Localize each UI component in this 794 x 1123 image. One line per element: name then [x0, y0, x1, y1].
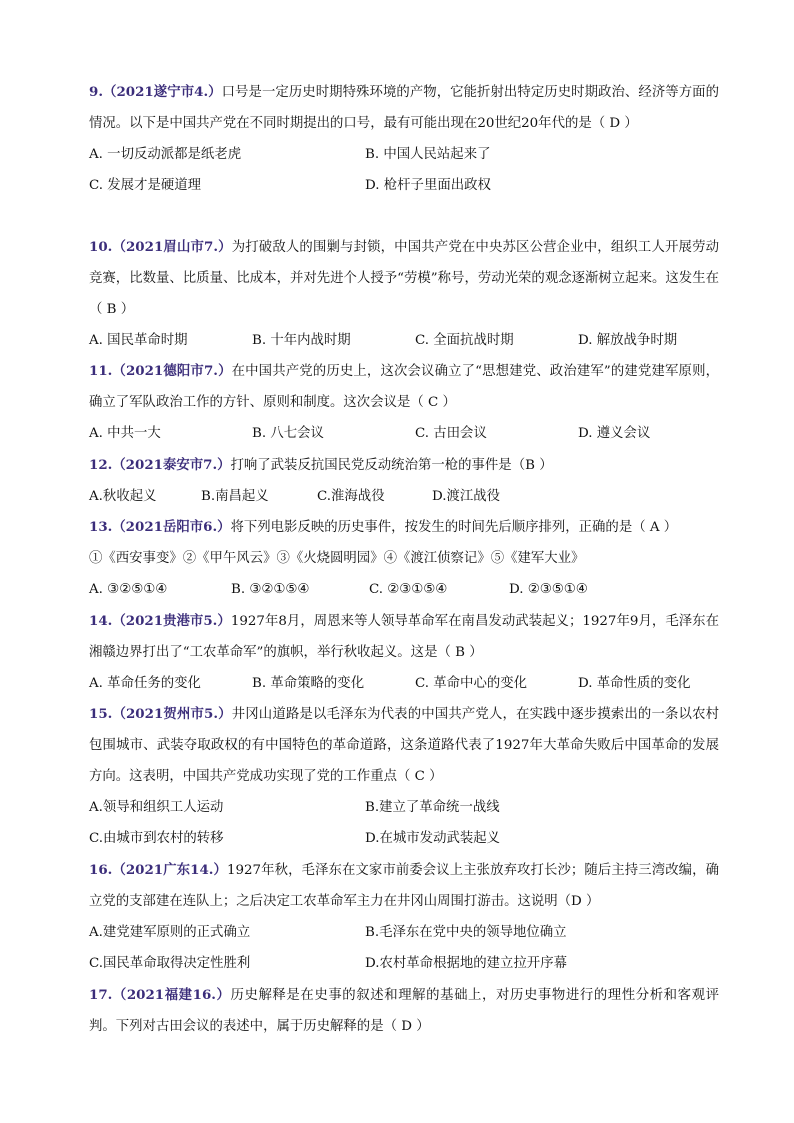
option-b: B.南昌起义 — [201, 489, 269, 504]
question-source: 16.（2021广东14.） — [89, 862, 227, 878]
question-16 — [89, 855, 719, 979]
options — [89, 481, 719, 512]
question-source: 14.（2021贵港市5.） — [89, 613, 231, 629]
film-list: ①《西安事变》②《甲午风云》③《火烧圆明园》④《渡江侦察记》⑤《建军大业》 — [89, 551, 585, 566]
question-stem — [89, 699, 719, 792]
option-a: A. ③②⑤①④ — [89, 582, 168, 597]
option-b: B. 十年内战时期 — [252, 333, 351, 348]
option-b: B. 中国人民站起来了 — [365, 147, 491, 162]
question-source: 11.（2021德阳市7.） — [89, 363, 232, 379]
option-d: D. 遵义会议 — [578, 426, 651, 441]
option-b: B. ③②①⑤④ — [231, 582, 310, 597]
option-d: D. ②③⑤①④ — [509, 582, 588, 597]
question-source: 17.（2021福建16.） — [89, 987, 231, 1003]
option-d: D.渡江战役 — [432, 489, 501, 504]
option-c: C. ②③①⑤④ — [369, 582, 448, 597]
option-b: B. 革命策略的变化 — [252, 676, 365, 691]
option-a: A.建党建军原则的正式确立 — [89, 925, 251, 940]
question-text: 口号是一定历史时期特殊环境的产物，它能折射出特定历史时期政治、经济等方面的情况。以下是中国共产党在不同时期提出的口号，最有可能出现在20世纪20年代的是（ D ） — [89, 85, 719, 131]
option-a: A.秋收起义 — [89, 489, 157, 504]
question-15 — [89, 699, 719, 854]
question-text: 打响了武装反抗国民党反动统治第一枪的事件是（B ） — [230, 458, 553, 473]
options — [89, 668, 719, 699]
option-a: A. 革命任务的变化 — [89, 676, 201, 691]
option-d: D.在城市发动武装起义 — [365, 831, 501, 846]
question-11 — [89, 356, 719, 449]
question-text: 在中国共产党的历史上，这次会议确立了“思想建党、政治建军”的建党建军原则，确立了军队政治工作的方针、原则和制度。这次会议是（ C ） — [89, 364, 719, 410]
question-source: 9.（2021遂宁市4.） — [89, 84, 222, 100]
option-c: C. 革命中心的变化 — [415, 676, 528, 691]
option-c: C. 全面抗战时期 — [415, 333, 514, 348]
question-text: 将下列电影反映的历史事件，按发生的时间先后顺序排列，正确的是（ A ） — [230, 520, 678, 535]
option-a: A.领导和组织工人运动 — [89, 800, 224, 815]
options — [89, 917, 719, 979]
question-source: 12.（2021泰安市7.） — [89, 457, 231, 473]
question-text: 井冈山道路是以毛泽东为代表的中国共产党人，在实践中逐步摸索出的一条以农村包围城市、武装夺取政权的有中国特色的革命道路，这条道路代表了1927年大革命失败后中国革命的发展方向。这表明，中国共产党成功实现了党的工作重点（ C ） — [89, 707, 720, 784]
option-a: A. 国民革命时期 — [89, 333, 188, 348]
option-d: D. 革命性质的变化 — [578, 676, 691, 691]
question-text: 1927年8月，周恩来等人领导革命军在南昌发动武装起义；1927年9月，毛泽东在湘赣边界打出了“工农革命军”的旗帜，举行秋收起义。这是（ B ） — [89, 614, 720, 660]
question-stem — [89, 77, 719, 139]
question-stem — [89, 356, 719, 418]
question-10 — [89, 232, 719, 356]
option-b: B.毛泽东在党中央的领导地位确立 — [365, 925, 567, 940]
option-d: D. 枪杆子里面出政权 — [365, 178, 491, 193]
question-9 — [89, 77, 719, 201]
question-stem — [89, 606, 719, 668]
option-a: A. 中共一大 — [89, 426, 161, 441]
question-13 — [89, 512, 719, 605]
question-stem — [89, 232, 719, 325]
option-c: C. 发展才是硬道理 — [89, 178, 202, 193]
option-c: C.淮海战役 — [317, 489, 385, 504]
option-c: C.国民革命取得决定性胜利 — [89, 956, 251, 971]
question-17 — [89, 980, 719, 1042]
options — [89, 792, 719, 854]
question-text: 为打破敌人的围剿与封锁，中国共产党在中央苏区公营企业中，组织工人开展劳动竞赛，比数量、比质量、比成本，并对先进个人授予“劳模”称号，劳动光荣的观念逐渐树立起来。这发生在（ B ） — [89, 240, 720, 317]
option-b: B. 八七会议 — [252, 426, 324, 441]
option-b: B.建立了革命统一战线 — [365, 800, 500, 815]
option-a: A. 一切反动派都是纸老虎 — [89, 147, 242, 162]
question-stem — [89, 450, 719, 481]
question-source: 13.（2021岳阳市6.） — [89, 519, 231, 535]
options — [89, 139, 719, 201]
options — [89, 418, 719, 449]
question-text: 历史解释是在史事的叙述和理解的基础上，对历史事物进行的理性分析和客观评判。下列对古田会议的表述中，属于历史解释的是（ D ） — [89, 988, 719, 1034]
options — [89, 325, 719, 356]
question-14 — [89, 606, 719, 699]
options — [89, 574, 719, 605]
option-c: C. 古田会议 — [415, 426, 487, 441]
option-c: C.由城市到农村的转移 — [89, 831, 224, 846]
option-d: D.农村革命根据地的建立拉开序幕 — [365, 956, 567, 971]
option-d: D. 解放战争时期 — [578, 333, 678, 348]
question-source: 15.（2021贺州市5.） — [89, 706, 232, 722]
question-stem — [89, 855, 719, 917]
question-12 — [89, 450, 719, 512]
question-text: 1927年秋，毛泽东在文家市前委会议上主张放弃攻打长沙；随后主持三湾改编，确立党的支部建在连队上；之后决定工农革命军主力在井冈山周围打游击。这说明（D ） — [89, 863, 719, 909]
question-stem — [89, 980, 719, 1042]
question-stem — [89, 512, 719, 543]
question-source: 10.（2021眉山市7.） — [89, 239, 232, 255]
